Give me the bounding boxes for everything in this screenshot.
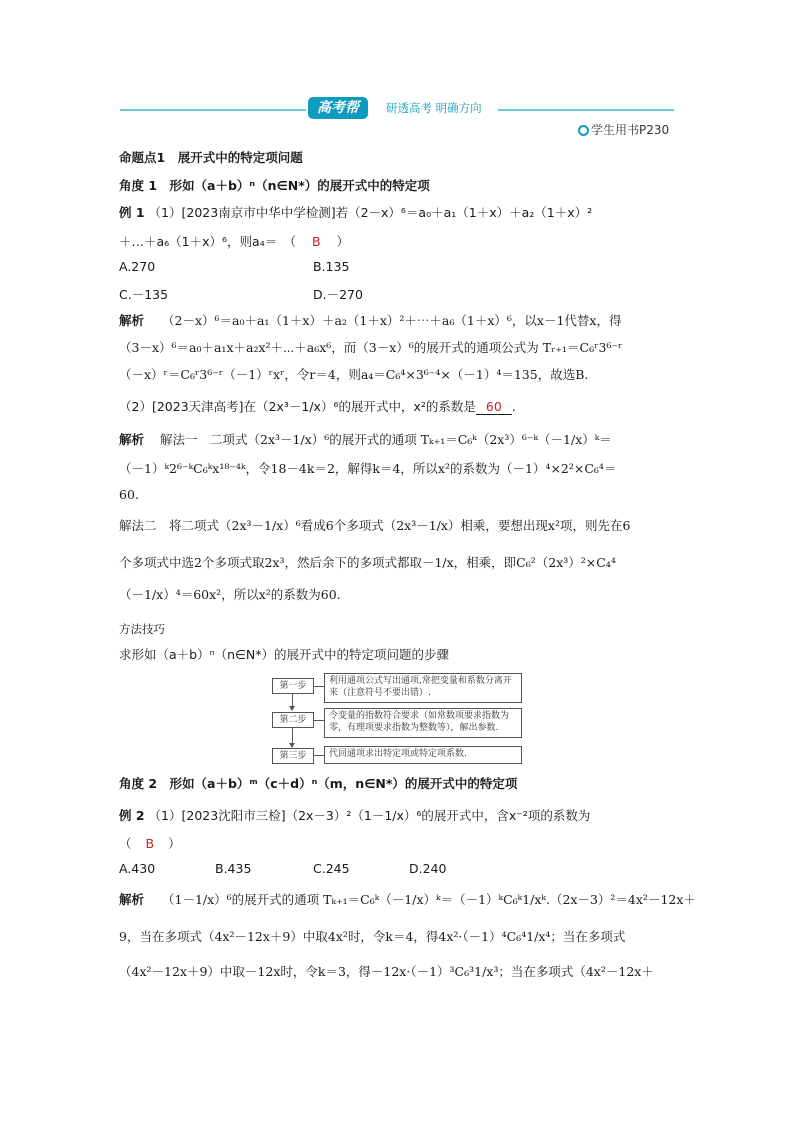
ex1-label: 例 1 <box>119 205 145 220</box>
flow-step1-box: 第一步 <box>272 678 314 694</box>
flow-step2-box: 第二步 <box>272 712 314 728</box>
sol1-text1: （2－x）⁶＝a₀＋a₁（1＋x）＋a₂（1＋x）²＋⋯＋a₆（1＋x）⁶，以x－1代替x，得 <box>162 313 622 328</box>
flow-connector1 <box>314 686 324 687</box>
ex2-option-b: B.435 <box>215 861 252 876</box>
sol3-line1: 解法二 将二项式（2x³－1/x）⁶看成6个多项式（2x³－1/x）相乘，要想出现x²项，则先在6 <box>119 518 631 533</box>
ex1-option-b: B.135 <box>313 259 350 274</box>
ex1-option-a: A.270 <box>119 259 156 274</box>
banner-line-left <box>120 109 306 111</box>
ex2-text1: （1）[2023沈阳市三检]（2x－3）²（1－1/x）⁶的展开式中，含x⁻²项的系数为 <box>148 808 591 823</box>
method-title: 方法技巧 <box>119 622 165 636</box>
ex1b-answer: 60 <box>476 399 512 415</box>
ex1-text2-tail: ） <box>336 234 350 249</box>
book-reference <box>578 121 669 138</box>
method-description: 求形如（a＋b）ⁿ（n∈N*）的展开式中的特定项问题的步骤 <box>119 647 449 662</box>
flow-step3-box: 第三步 <box>272 748 314 764</box>
sol2-line2: （－1）ᵏ2⁶⁻ᵏC₆ᵏx¹⁸⁻⁴ᵏ，令18－4k＝2，解得k＝4，所以x²的系数为（－1）⁴×2²×C₆⁴＝ <box>119 461 617 476</box>
sol2-line1 <box>119 430 612 448</box>
ex1-answer: B <box>311 234 321 249</box>
ex1-option-c: C.－135 <box>119 287 169 302</box>
ex1-option-d: D.－270 <box>313 287 363 302</box>
sol3-line3: （－1/x）⁴＝60x²，所以x²的系数为60. <box>119 587 341 602</box>
ex1-text2: ＋…＋a₆（1＋x）⁶，则a₄＝ （ <box>119 234 296 249</box>
sol1-line2: （3－x）⁶＝a₀＋a₁x＋a₂x²＋⋯＋a₆x⁶，而（3－x）⁶的展开式的通项公式为 Tᵣ₊₁＝C₆ʳ3⁶⁻ʳ <box>119 340 623 355</box>
topic-heading: 命题点1 展开式中的特定项问题 <box>119 150 303 165</box>
banner-tag: 高考帮 <box>308 97 368 119</box>
ex2-label: 例 2 <box>119 808 145 823</box>
flow-arrow2-line <box>292 727 293 744</box>
flow-arrow1-icon <box>289 706 295 711</box>
ex1b-text: （2）[2023天津高考]在（2x³－1/x）⁶的展开式中，x²的系数是 <box>119 399 476 414</box>
banner-line-right <box>498 109 674 111</box>
sol1-line1 <box>119 311 621 329</box>
book-reference-text: 学生用书P230 <box>591 123 670 137</box>
ex2-text2: （ <box>119 836 132 851</box>
sol2-line3: 60. <box>119 487 139 502</box>
dot-icon <box>578 125 589 136</box>
ex1b-tail: . <box>511 399 516 414</box>
banner-subtitle: 研透高考 明确方向 <box>386 101 482 115</box>
sol4-text1: （1－1/x）⁶的展开式的通项 Tₖ₊₁＝C₆ᵏ（－1/x）ᵏ＝（－1）ᵏC₆ᵏ1/xᵏ.（2x－3）²＝4x²－12x＋ <box>162 892 696 907</box>
sol1-label: 解析 <box>119 313 145 328</box>
angle1-heading: 角度 1 形如（a＋b）ⁿ（n∈N*）的展开式中的特定项 <box>119 178 430 193</box>
angle2-heading: 角度 2 形如（a＋b）ᵐ（c＋d）ⁿ（m，n∈N*）的展开式中的特定项 <box>119 776 518 791</box>
sol4-line2: 9，当在多项式（4x²－12x＋9）中取4x²时，令k＝4，得4x²·（－1）⁴C₆⁴1/x⁴；当在多项式 <box>119 929 626 944</box>
flow-step1-text: 利用通项公式写出通项,常把变量和系数分离开来（注意符号不要出错）. <box>324 673 522 703</box>
flow-connector3 <box>314 755 324 756</box>
sol2-label: 解析 <box>119 432 145 447</box>
ex2-option-d: D.240 <box>409 861 447 876</box>
flow-connector2 <box>314 720 324 721</box>
ex2-line2 <box>119 834 181 852</box>
flow-step3-text: 代回通项求出特定项或特定项系数. <box>324 746 522 764</box>
sol3-line2: 个多项式中选2个多项式取2x³，然后余下的多项式都取－1/x，相乘，即C₆²（2x³）²×C₄⁴ <box>119 555 616 570</box>
ex2-text2-tail: ） <box>168 836 181 851</box>
ex2-option-a: A.430 <box>119 861 156 876</box>
ex1-line2 <box>119 232 349 250</box>
ex2-line1 <box>119 806 590 824</box>
ex2-option-c: C.245 <box>313 861 350 876</box>
sol2-text1: 解法一 二项式（2x³－1/x）⁶的展开式的通项 Tₖ₊₁＝C₆ᵏ（2x³）⁶⁻ᵏ（－1/x）ᵏ＝ <box>160 432 612 447</box>
sol1-line3: （－x）ʳ＝C₆ʳ3⁶⁻ʳ（－1）ʳxʳ，令r＝4，则a₄＝C₆⁴×3⁶⁻⁴×（－1）⁴＝135，故选B. <box>119 367 589 382</box>
ex1-line1 <box>119 203 592 221</box>
flow-step2-text: 令变量的指数符合要求（如常数项要求指数为零，有理项要求指数为整数等），解出参数. <box>324 708 522 738</box>
sol4-line3: （4x²－12x＋9）中取－12x时，令k＝3，得－12x·（－1）³C₆³1/x³；当在多项式（4x²－12x＋ <box>119 964 654 979</box>
sol4-label: 解析 <box>119 892 145 907</box>
ex1-text1: （1）[2023南京市中华中学检测]若（2－x）⁶＝a₀＋a₁（1＋x）＋a₂（1＋x）² <box>148 205 593 220</box>
ex1b-line <box>119 397 516 415</box>
sol4-line1 <box>119 890 696 908</box>
ex2-answer: B <box>145 836 155 851</box>
flow-arrow1-line <box>292 693 293 707</box>
